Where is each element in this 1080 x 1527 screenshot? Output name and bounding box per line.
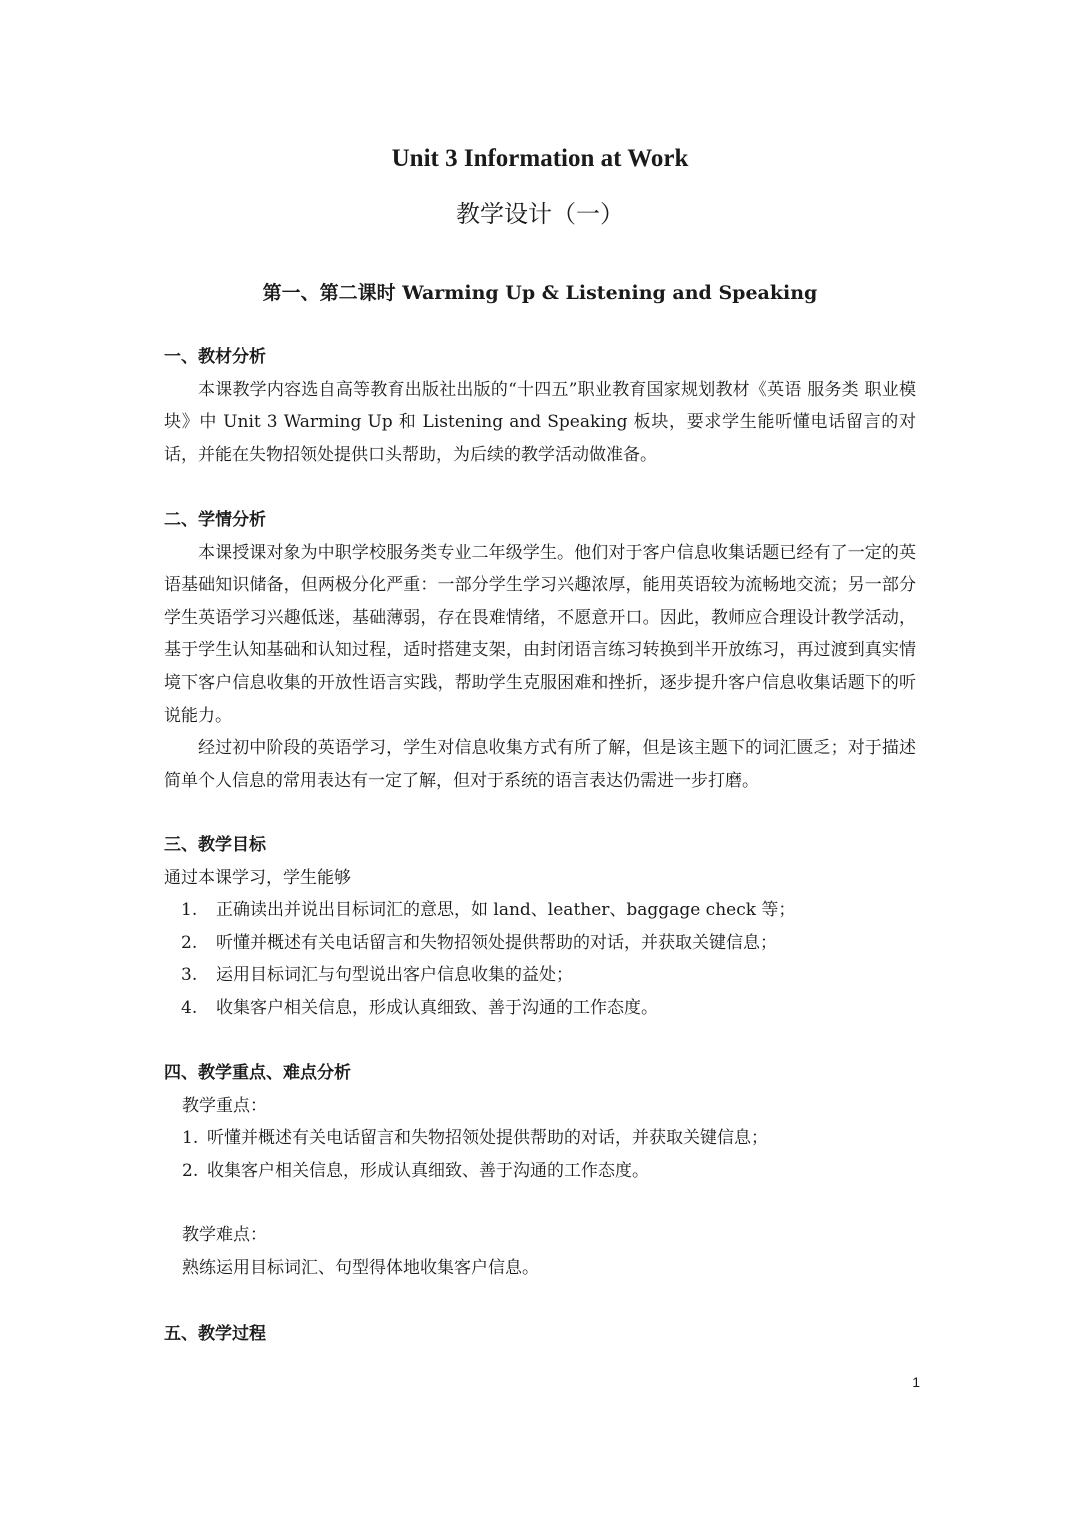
section-key-difficult-points (164, 1057, 916, 1285)
list-item (164, 992, 916, 1025)
difficult-points-text: 熟练运用目标词汇、句型得体地收集客户信息。 (182, 1257, 539, 1278)
list-item-number: 1. (182, 1128, 199, 1149)
key-points-list (164, 1122, 916, 1187)
list-item (164, 927, 916, 960)
document-title: Unit 3 Information at Work (391, 145, 689, 172)
list-item (164, 894, 916, 927)
list-item-text: 正确读出并说出目标词汇的意思，如 land、leather、baggage check 等； (216, 900, 796, 921)
lesson-heading: 第一、第二课时 Warming Up & Listening and Speaking (262, 282, 818, 304)
document-subtitle: 教学设计（一） (456, 200, 624, 228)
list-item-number: 4. (181, 997, 198, 1018)
list-item-number: 2. (182, 1160, 199, 1181)
list-item-text: 运用目标词汇与句型说出客户信息收集的益处； (216, 965, 573, 986)
list-item (164, 959, 916, 992)
list-item-number: 3. (181, 965, 198, 986)
list-item-text: 收集客户相关信息，形成认真细致、善于沟通的工作态度。 (207, 1160, 649, 1181)
page-number: 1 (912, 1374, 920, 1390)
list-item (164, 1155, 916, 1188)
list-item-text: 收集客户相关信息，形成认真细致、善于沟通的工作态度。 (216, 997, 658, 1018)
list-item-number: 1. (181, 900, 198, 921)
key-points-label: 教学重点： (182, 1095, 267, 1116)
section-student-analysis (164, 504, 916, 797)
list-item-number: 2. (181, 932, 198, 953)
section-heading: 三、教学目标 (164, 835, 266, 855)
section-heading: 五、教学过程 (164, 1324, 266, 1344)
section-textbook-analysis (164, 341, 916, 471)
section-paragraph: 经过初中阶段的英语学习，学生对信息收集方式有所了解，但是该主题下的词汇匮乏；对于描述简单个人信息的常用表达有一定了解，但对于系统的语言表达仍需进一步打磨。 (164, 738, 916, 791)
section-teaching-objectives (164, 829, 916, 1025)
objectives-intro: 通过本课学习，学生能够 (164, 867, 351, 888)
section-heading: 四、教学重点、难点分析 (164, 1063, 351, 1083)
objectives-list (164, 894, 916, 1024)
section-heading: 二、学情分析 (164, 510, 266, 530)
list-item (164, 1122, 916, 1155)
list-item-text: 听懂并概述有关电话留言和失物招领处提供帮助的对话，并获取关键信息； (207, 1128, 768, 1149)
list-item-text: 听懂并概述有关电话留言和失物招领处提供帮助的对话，并获取关键信息； (216, 932, 777, 953)
section-paragraph: 本课授课对象为中职学校服务类专业二年级学生。他们对于客户信息收集话题已经有了一定的英语基础知识储备，但两极分化严重：一部分学生学习兴趣浓厚，能用英语较为流畅地交流；另一部分学生英语学习兴趣低迷，基础薄弱，存在畏难情绪，不愿意开口。因此，教师应合理设计教学活动，基于学生认知基础和认知过程，适时搭建支架，由封闭语言练习转换到半开放练习，再过渡到真实情境下客户信息收集的开放性语言实践，帮助学生克服困难和挫折，逐步提升客户信息收集话题下的听说能力。 (164, 542, 916, 726)
section-heading: 一、教材分析 (164, 347, 266, 367)
section-paragraph: 本课教学内容选自高等教育出版社出版的“十四五”职业教育国家规划教材《英语 服务类 职业模块》中 Unit 3 Warming Up 和 Listening and Speaking 板块，要求学生能听懂电话留言的对话，并能在失物招领处提供口头帮助，为后续的教学活动做准备。 (164, 379, 916, 465)
section-teaching-process (164, 1318, 916, 1351)
difficult-points-label: 教学难点： (182, 1225, 267, 1246)
